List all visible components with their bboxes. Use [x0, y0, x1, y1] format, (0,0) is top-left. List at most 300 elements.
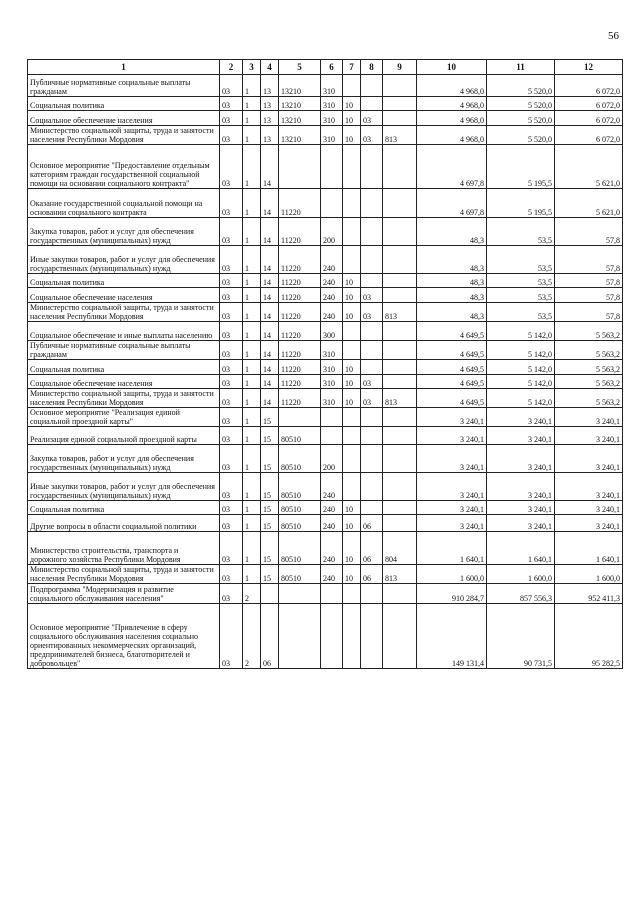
code-cell-c7: 10 [343, 126, 361, 145]
amount-cell-v12: 57,8 [555, 218, 623, 246]
code-cell-c9 [383, 604, 417, 669]
table-row [28, 341, 623, 360]
code-cell-c4: 14 [261, 389, 279, 408]
amount-cell-v11: 53,5 [487, 218, 555, 246]
code-cell-c8 [361, 322, 383, 341]
code-cell-c6: 240 [321, 473, 343, 501]
code-cell-c9 [383, 288, 417, 303]
code-cell-c6: 310 [321, 375, 343, 389]
code-cell-c4: 06 [261, 604, 279, 669]
code-cell-c2: 03 [220, 341, 243, 360]
amount-cell-v11: 5 195,5 [487, 189, 555, 218]
code-cell-c5: 11220 [279, 246, 321, 274]
code-cell-c4: 13 [261, 75, 279, 97]
amount-cell-v12: 57,8 [555, 288, 623, 303]
column-header-12: 12 [555, 60, 623, 75]
table-row [28, 408, 623, 427]
amount-cell-v11: 5 142,0 [487, 389, 555, 408]
code-cell-c5: 80510 [279, 473, 321, 501]
code-cell-c9 [383, 473, 417, 501]
code-cell-c6 [321, 145, 343, 189]
amount-cell-v10: 4 697,8 [417, 189, 487, 218]
code-cell-c3: 1 [243, 246, 261, 274]
code-cell-c4: 14 [261, 218, 279, 246]
code-cell-c6: 310 [321, 111, 343, 126]
code-cell-c5: 11220 [279, 288, 321, 303]
code-cell-c2: 03 [220, 322, 243, 341]
row-name: Социальное обеспечение населения [28, 288, 220, 303]
amount-cell-v12: 6 072,0 [555, 97, 623, 111]
code-cell-c3: 1 [243, 565, 261, 584]
code-cell-c7 [343, 604, 361, 669]
amount-cell-v11: 857 556,3 [487, 584, 555, 604]
code-cell-c2: 03 [220, 584, 243, 604]
table-row [28, 360, 623, 375]
table-row [28, 375, 623, 389]
code-cell-c4: 15 [261, 445, 279, 473]
code-cell-c2: 03 [220, 75, 243, 97]
code-cell-c4: 15 [261, 532, 279, 565]
code-cell-c4: 15 [261, 427, 279, 445]
code-cell-c5: 11220 [279, 322, 321, 341]
code-cell-c4: 15 [261, 515, 279, 532]
row-name: Социальное обеспечение населения [28, 111, 220, 126]
column-header-1: 1 [28, 60, 220, 75]
code-cell-c6: 240 [321, 515, 343, 532]
table-row [28, 75, 623, 97]
amount-cell-v12: 5 563,2 [555, 360, 623, 375]
amount-cell-v10: 910 284,7 [417, 584, 487, 604]
code-cell-c3: 1 [243, 303, 261, 322]
code-cell-c7: 10 [343, 111, 361, 126]
row-name: Оказание государственной социальной помощи на основании социального контракта [28, 189, 220, 218]
code-cell-c9 [383, 501, 417, 515]
code-cell-c2: 03 [220, 111, 243, 126]
code-cell-c2: 03 [220, 126, 243, 145]
amount-cell-v11: 5 520,0 [487, 75, 555, 97]
row-name: Социальная политика [28, 97, 220, 111]
amount-cell-v12: 3 240,1 [555, 408, 623, 427]
table-body [28, 75, 623, 669]
code-cell-c9 [383, 75, 417, 97]
budget-table [27, 59, 623, 669]
code-cell-c7: 10 [343, 288, 361, 303]
code-cell-c4: 14 [261, 288, 279, 303]
code-cell-c7 [343, 427, 361, 445]
code-cell-c6: 310 [321, 360, 343, 375]
row-name: Публичные нормативные социальные выплаты гражданам [28, 341, 220, 360]
code-cell-c2: 03 [220, 408, 243, 427]
code-cell-c3: 1 [243, 427, 261, 445]
code-cell-c6: 310 [321, 389, 343, 408]
code-cell-c4: 14 [261, 274, 279, 288]
amount-cell-v10: 4 649,5 [417, 389, 487, 408]
amount-cell-v12: 3 240,1 [555, 515, 623, 532]
code-cell-c2: 03 [220, 246, 243, 274]
row-name: Другие вопросы в области социальной политики [28, 515, 220, 532]
table-row [28, 584, 623, 604]
amount-cell-v10: 48,3 [417, 246, 487, 274]
code-cell-c5 [279, 408, 321, 427]
code-cell-c3: 1 [243, 501, 261, 515]
code-cell-c8 [361, 97, 383, 111]
code-cell-c7 [343, 246, 361, 274]
amount-cell-v12: 3 240,1 [555, 473, 623, 501]
table-row [28, 604, 623, 669]
code-cell-c7 [343, 145, 361, 189]
table-row [28, 532, 623, 565]
amount-cell-v10: 4 968,0 [417, 111, 487, 126]
table-row [28, 218, 623, 246]
code-cell-c9: 813 [383, 126, 417, 145]
code-cell-c3: 2 [243, 584, 261, 604]
amount-cell-v11: 5 195,5 [487, 145, 555, 189]
code-cell-c6: 200 [321, 445, 343, 473]
row-name: Иные закупки товаров, работ и услуг для обеспечения государственных (муниципальных) нужд [28, 246, 220, 274]
code-cell-c3: 1 [243, 322, 261, 341]
code-cell-c3: 1 [243, 473, 261, 501]
code-cell-c9: 813 [383, 303, 417, 322]
code-cell-c9 [383, 274, 417, 288]
amount-cell-v11: 5 520,0 [487, 126, 555, 145]
code-cell-c3: 1 [243, 218, 261, 246]
code-cell-c8 [361, 604, 383, 669]
code-cell-c9: 813 [383, 389, 417, 408]
code-cell-c4: 14 [261, 303, 279, 322]
code-cell-c7: 10 [343, 360, 361, 375]
code-cell-c2: 03 [220, 473, 243, 501]
row-name: Социальное обеспечение населения [28, 375, 220, 389]
row-name: Подпрограмма "Модернизация и развитие социального обслуживания населения" [28, 584, 220, 604]
code-cell-c9 [383, 445, 417, 473]
row-name: Социальная политика [28, 274, 220, 288]
code-cell-c7: 10 [343, 515, 361, 532]
amount-cell-v12: 6 072,0 [555, 126, 623, 145]
amount-cell-v12: 5 621,0 [555, 189, 623, 218]
table-row [28, 501, 623, 515]
code-cell-c8 [361, 189, 383, 218]
code-cell-c4: 15 [261, 473, 279, 501]
code-cell-c9: 804 [383, 532, 417, 565]
amount-cell-v12: 95 282,5 [555, 604, 623, 669]
amount-cell-v10: 3 240,1 [417, 473, 487, 501]
code-cell-c9 [383, 189, 417, 218]
row-name: Министерство социальной защиты, труда и занятости населения Республики Мордовия [28, 303, 220, 322]
row-name: Министерство социальной защиты, труда и занятости населения Республики Мордовия [28, 389, 220, 408]
amount-cell-v12: 5 563,2 [555, 322, 623, 341]
amount-cell-v12: 5 563,2 [555, 341, 623, 360]
amount-cell-v11: 90 731,5 [487, 604, 555, 669]
code-cell-c2: 03 [220, 97, 243, 111]
amount-cell-v12: 1 640,1 [555, 532, 623, 565]
code-cell-c7 [343, 189, 361, 218]
amount-cell-v10: 1 640,1 [417, 532, 487, 565]
amount-cell-v10: 3 240,1 [417, 515, 487, 532]
code-cell-c2: 03 [220, 445, 243, 473]
code-cell-c3: 1 [243, 515, 261, 532]
code-cell-c8 [361, 360, 383, 375]
code-cell-c8: 03 [361, 288, 383, 303]
amount-cell-v10: 4 697,8 [417, 145, 487, 189]
code-cell-c3: 1 [243, 445, 261, 473]
row-name: Основное мероприятие "Реализация единой социальной проездной карты" [28, 408, 220, 427]
code-cell-c9 [383, 218, 417, 246]
code-cell-c5: 80510 [279, 515, 321, 532]
row-name: Публичные нормативные социальные выплаты гражданам [28, 75, 220, 97]
table-row [28, 288, 623, 303]
code-cell-c4: 13 [261, 126, 279, 145]
code-cell-c5: 11220 [279, 189, 321, 218]
code-cell-c2: 03 [220, 532, 243, 565]
code-cell-c7 [343, 75, 361, 97]
code-cell-c8: 03 [361, 375, 383, 389]
code-cell-c7: 10 [343, 565, 361, 584]
code-cell-c4: 15 [261, 408, 279, 427]
code-cell-c9 [383, 145, 417, 189]
code-cell-c8: 03 [361, 126, 383, 145]
code-cell-c6: 240 [321, 532, 343, 565]
code-cell-c6: 240 [321, 303, 343, 322]
code-cell-c7 [343, 341, 361, 360]
code-cell-c7: 10 [343, 97, 361, 111]
code-cell-c4: 14 [261, 145, 279, 189]
amount-cell-v10: 4 649,5 [417, 322, 487, 341]
column-header-3: 3 [243, 60, 261, 75]
code-cell-c6: 200 [321, 218, 343, 246]
code-cell-c4: 13 [261, 97, 279, 111]
code-cell-c5: 80510 [279, 532, 321, 565]
code-cell-c8: 03 [361, 389, 383, 408]
code-cell-c8 [361, 75, 383, 97]
table-row [28, 515, 623, 532]
code-cell-c4: 14 [261, 360, 279, 375]
code-cell-c2: 03 [220, 303, 243, 322]
code-cell-c7 [343, 445, 361, 473]
row-name: Министерство социальной защиты, труда и занятости населения Республики Мордовия [28, 126, 220, 145]
row-name: Основное мероприятие "Предоставление отдельным категориям граждан государственной социальной помощи на основании социального контракта" [28, 145, 220, 189]
amount-cell-v12: 3 240,1 [555, 501, 623, 515]
column-header-7: 7 [343, 60, 361, 75]
code-cell-c8 [361, 501, 383, 515]
amount-cell-v10: 4 649,5 [417, 375, 487, 389]
code-cell-c4: 14 [261, 322, 279, 341]
amount-cell-v10: 4 649,5 [417, 341, 487, 360]
column-header-4: 4 [261, 60, 279, 75]
code-cell-c6 [321, 427, 343, 445]
code-cell-c4: 15 [261, 565, 279, 584]
code-cell-c2: 03 [220, 189, 243, 218]
code-cell-c9 [383, 408, 417, 427]
amount-cell-v10: 3 240,1 [417, 501, 487, 515]
amount-cell-v11: 53,5 [487, 246, 555, 274]
amount-cell-v11: 53,5 [487, 303, 555, 322]
code-cell-c6: 310 [321, 126, 343, 145]
code-cell-c3: 1 [243, 408, 261, 427]
code-cell-c8 [361, 246, 383, 274]
column-header-11: 11 [487, 60, 555, 75]
page-number: 56 [608, 30, 619, 42]
amount-cell-v11: 5 142,0 [487, 360, 555, 375]
code-cell-c4: 14 [261, 375, 279, 389]
amount-cell-v11: 53,5 [487, 288, 555, 303]
table-row [28, 145, 623, 189]
row-name: Социальное обеспечение и иные выплаты населению [28, 322, 220, 341]
code-cell-c9: 813 [383, 565, 417, 584]
code-cell-c7: 10 [343, 274, 361, 288]
code-cell-c5: 11220 [279, 274, 321, 288]
code-cell-c4: 14 [261, 341, 279, 360]
code-cell-c5 [279, 604, 321, 669]
code-cell-c8 [361, 408, 383, 427]
column-header-5: 5 [279, 60, 321, 75]
code-cell-c9 [383, 360, 417, 375]
amount-cell-v10: 4 649,5 [417, 360, 487, 375]
amount-cell-v12: 3 240,1 [555, 427, 623, 445]
amount-cell-v12: 3 240,1 [555, 445, 623, 473]
code-cell-c4: 13 [261, 111, 279, 126]
code-cell-c6: 240 [321, 246, 343, 274]
code-cell-c7 [343, 584, 361, 604]
amount-cell-v11: 5 142,0 [487, 341, 555, 360]
code-cell-c2: 03 [220, 515, 243, 532]
code-cell-c5: 80510 [279, 501, 321, 515]
code-cell-c5: 11220 [279, 389, 321, 408]
code-cell-c5: 11220 [279, 341, 321, 360]
row-name: Закупка товаров, работ и услуг для обеспечения государственных (муниципальных) нужд [28, 218, 220, 246]
row-name: Основное мероприятие "Привлечение в сферу социального обслуживания населения социально ориентированных некоммерческих организаций, предпринимателей бизнеса, благотворителей и добровольцев" [28, 604, 220, 669]
code-cell-c7: 10 [343, 501, 361, 515]
code-cell-c7 [343, 218, 361, 246]
code-cell-c3: 1 [243, 75, 261, 97]
code-cell-c3: 1 [243, 111, 261, 126]
amount-cell-v11: 5 142,0 [487, 375, 555, 389]
code-cell-c3: 1 [243, 288, 261, 303]
code-cell-c2: 03 [220, 360, 243, 375]
amount-cell-v12: 6 072,0 [555, 111, 623, 126]
code-cell-c8: 06 [361, 565, 383, 584]
code-cell-c4 [261, 584, 279, 604]
code-cell-c8 [361, 145, 383, 189]
header-row [28, 60, 623, 75]
code-cell-c7 [343, 408, 361, 427]
code-cell-c3: 1 [243, 375, 261, 389]
code-cell-c5 [279, 584, 321, 604]
code-cell-c8: 03 [361, 303, 383, 322]
code-cell-c2: 03 [220, 218, 243, 246]
code-cell-c6: 310 [321, 341, 343, 360]
amount-cell-v11: 3 240,1 [487, 408, 555, 427]
column-header-10: 10 [417, 60, 487, 75]
code-cell-c8 [361, 473, 383, 501]
row-name: Реализация единой социальной проездной карты [28, 427, 220, 445]
code-cell-c8 [361, 445, 383, 473]
amount-cell-v11: 5 520,0 [487, 97, 555, 111]
code-cell-c2: 03 [220, 565, 243, 584]
code-cell-c8: 06 [361, 532, 383, 565]
code-cell-c9 [383, 322, 417, 341]
code-cell-c5 [279, 145, 321, 189]
amount-cell-v11: 3 240,1 [487, 445, 555, 473]
code-cell-c2: 03 [220, 604, 243, 669]
code-cell-c9 [383, 97, 417, 111]
code-cell-c4: 14 [261, 246, 279, 274]
code-cell-c6 [321, 189, 343, 218]
table-row [28, 473, 623, 501]
amount-cell-v10: 48,3 [417, 303, 487, 322]
amount-cell-v11: 3 240,1 [487, 501, 555, 515]
code-cell-c2: 03 [220, 274, 243, 288]
code-cell-c3: 2 [243, 604, 261, 669]
code-cell-c6: 240 [321, 288, 343, 303]
column-header-9: 9 [383, 60, 417, 75]
code-cell-c6: 310 [321, 75, 343, 97]
code-cell-c6: 240 [321, 565, 343, 584]
table-row [28, 303, 623, 322]
code-cell-c3: 1 [243, 126, 261, 145]
amount-cell-v11: 5 520,0 [487, 111, 555, 126]
table-row [28, 322, 623, 341]
code-cell-c3: 1 [243, 145, 261, 189]
amount-cell-v10: 149 131,4 [417, 604, 487, 669]
code-cell-c5: 11220 [279, 360, 321, 375]
code-cell-c5: 13210 [279, 97, 321, 111]
code-cell-c5: 11220 [279, 303, 321, 322]
code-cell-c8 [361, 341, 383, 360]
code-cell-c3: 1 [243, 360, 261, 375]
amount-cell-v11: 53,5 [487, 274, 555, 288]
code-cell-c6: 310 [321, 97, 343, 111]
code-cell-c8: 06 [361, 515, 383, 532]
amount-cell-v12: 57,8 [555, 303, 623, 322]
code-cell-c9 [383, 584, 417, 604]
code-cell-c9 [383, 246, 417, 274]
amount-cell-v11: 1 640,1 [487, 532, 555, 565]
amount-cell-v10: 3 240,1 [417, 427, 487, 445]
column-header-2: 2 [220, 60, 243, 75]
code-cell-c5: 11220 [279, 375, 321, 389]
amount-cell-v12: 5 563,2 [555, 389, 623, 408]
code-cell-c3: 1 [243, 389, 261, 408]
code-cell-c8 [361, 274, 383, 288]
code-cell-c5: 13210 [279, 111, 321, 126]
code-cell-c3: 1 [243, 97, 261, 111]
amount-cell-v12: 5 563,2 [555, 375, 623, 389]
table-row [28, 189, 623, 218]
table-row [28, 126, 623, 145]
code-cell-c4: 15 [261, 501, 279, 515]
code-cell-c5: 80510 [279, 565, 321, 584]
code-cell-c7: 10 [343, 375, 361, 389]
code-cell-c4: 14 [261, 189, 279, 218]
code-cell-c7: 10 [343, 303, 361, 322]
code-cell-c9 [383, 341, 417, 360]
code-cell-c7: 10 [343, 532, 361, 565]
code-cell-c7: 10 [343, 389, 361, 408]
code-cell-c6: 240 [321, 501, 343, 515]
code-cell-c3: 1 [243, 189, 261, 218]
code-cell-c8 [361, 584, 383, 604]
amount-cell-v10: 3 240,1 [417, 445, 487, 473]
code-cell-c5: 13210 [279, 126, 321, 145]
code-cell-c2: 03 [220, 427, 243, 445]
table-row [28, 274, 623, 288]
code-cell-c5: 13210 [279, 75, 321, 97]
code-cell-c3: 1 [243, 341, 261, 360]
amount-cell-v10: 4 968,0 [417, 126, 487, 145]
amount-cell-v10: 4 968,0 [417, 75, 487, 97]
amount-cell-v10: 1 600,0 [417, 565, 487, 584]
code-cell-c5: 80510 [279, 445, 321, 473]
